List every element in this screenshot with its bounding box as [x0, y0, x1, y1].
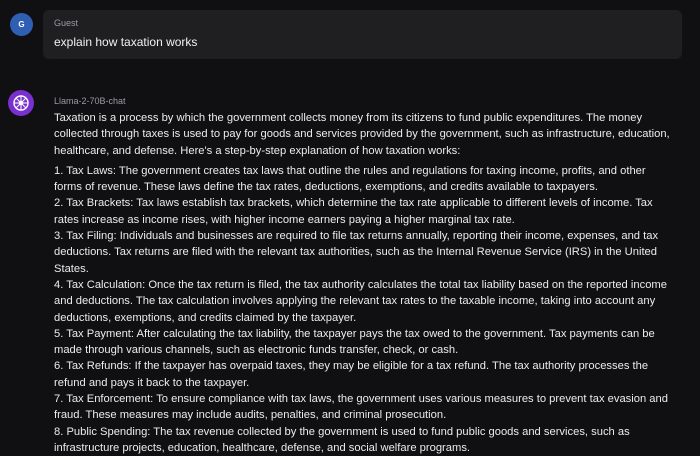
list-item: 5. Tax Payment: After calculating the tax liability, the taxpayer pays the tax owed to the government. Tax payments can be made through various channels, such as electronic funds transfer, check, or cash.: [54, 327, 655, 357]
list-item: 3. Tax Filing: Individuals and businesses are required to file tax returns annually, reporting their income, expenses, and tax deductions. Tax returns are filed with the relevant tax authorities, such as the Internal Revenue Service (IRS) in the United States.: [54, 230, 659, 275]
list-item: 7. Tax Enforcement: To ensure compliance with tax laws, the government uses various measures to prevent tax evasion and fraud. These measures may include audits, penalties, and criminal prosecution.: [54, 393, 668, 422]
list-item: 2. Tax Brackets: Tax laws establish tax brackets, which determine the tax rate applicable to different levels of income. Tax rates increase as income rises, with higher income earners paying a higher marginal tax rate.: [54, 197, 653, 226]
user-message-text: explain how taxation works: [54, 35, 198, 49]
sender-name: Guest: [54, 18, 79, 28]
sender-name: Llama-2-70B-chat: [54, 96, 126, 106]
avatar-initial: G: [18, 20, 25, 29]
list-item: 6. Tax Refunds: If the taxpayer has overpaid taxes, they may be eligible for a tax refund. The tax authority processes the refund and pays it back to the taxpayer.: [54, 360, 649, 389]
assistant-message-text: [54, 110, 672, 456]
list-item: 4. Tax Calculation: Once the tax return is filed, the tax authority calculates the total tax liability based on the reported income and deductions. The tax calculation involves applying the relevant tax rates to the taxable income, taking into account any deductions, exemptions, and credits claimed by the taxpayer.: [54, 278, 667, 324]
user-message-bubble: [43, 10, 682, 59]
brain-icon: [8, 90, 34, 116]
list-item: 1. Tax Laws: The government creates tax laws that outline the rules and regulations for taxing income, profits, and other forms of revenue. These laws define the tax rates, deductions, exemptions, and credits available to taxpayers.: [54, 164, 646, 194]
intro-paragraph: Taxation is a process by which the government collects money from its citizens to fund public expenditures. The money collected through taxes is used to pay for goods and services provided by the government, such as infrastructure, education, healthcare, and defense. Here's a step-by-step explanation of how taxation works:: [54, 112, 670, 157]
avatar: [10, 13, 33, 36]
list-item: 8. Public Spending: The tax revenue collected by the government is used to fund public goods and services, such as infrastructure projects, education, healthcare, defense, and social welfare programs.: [54, 425, 630, 454]
